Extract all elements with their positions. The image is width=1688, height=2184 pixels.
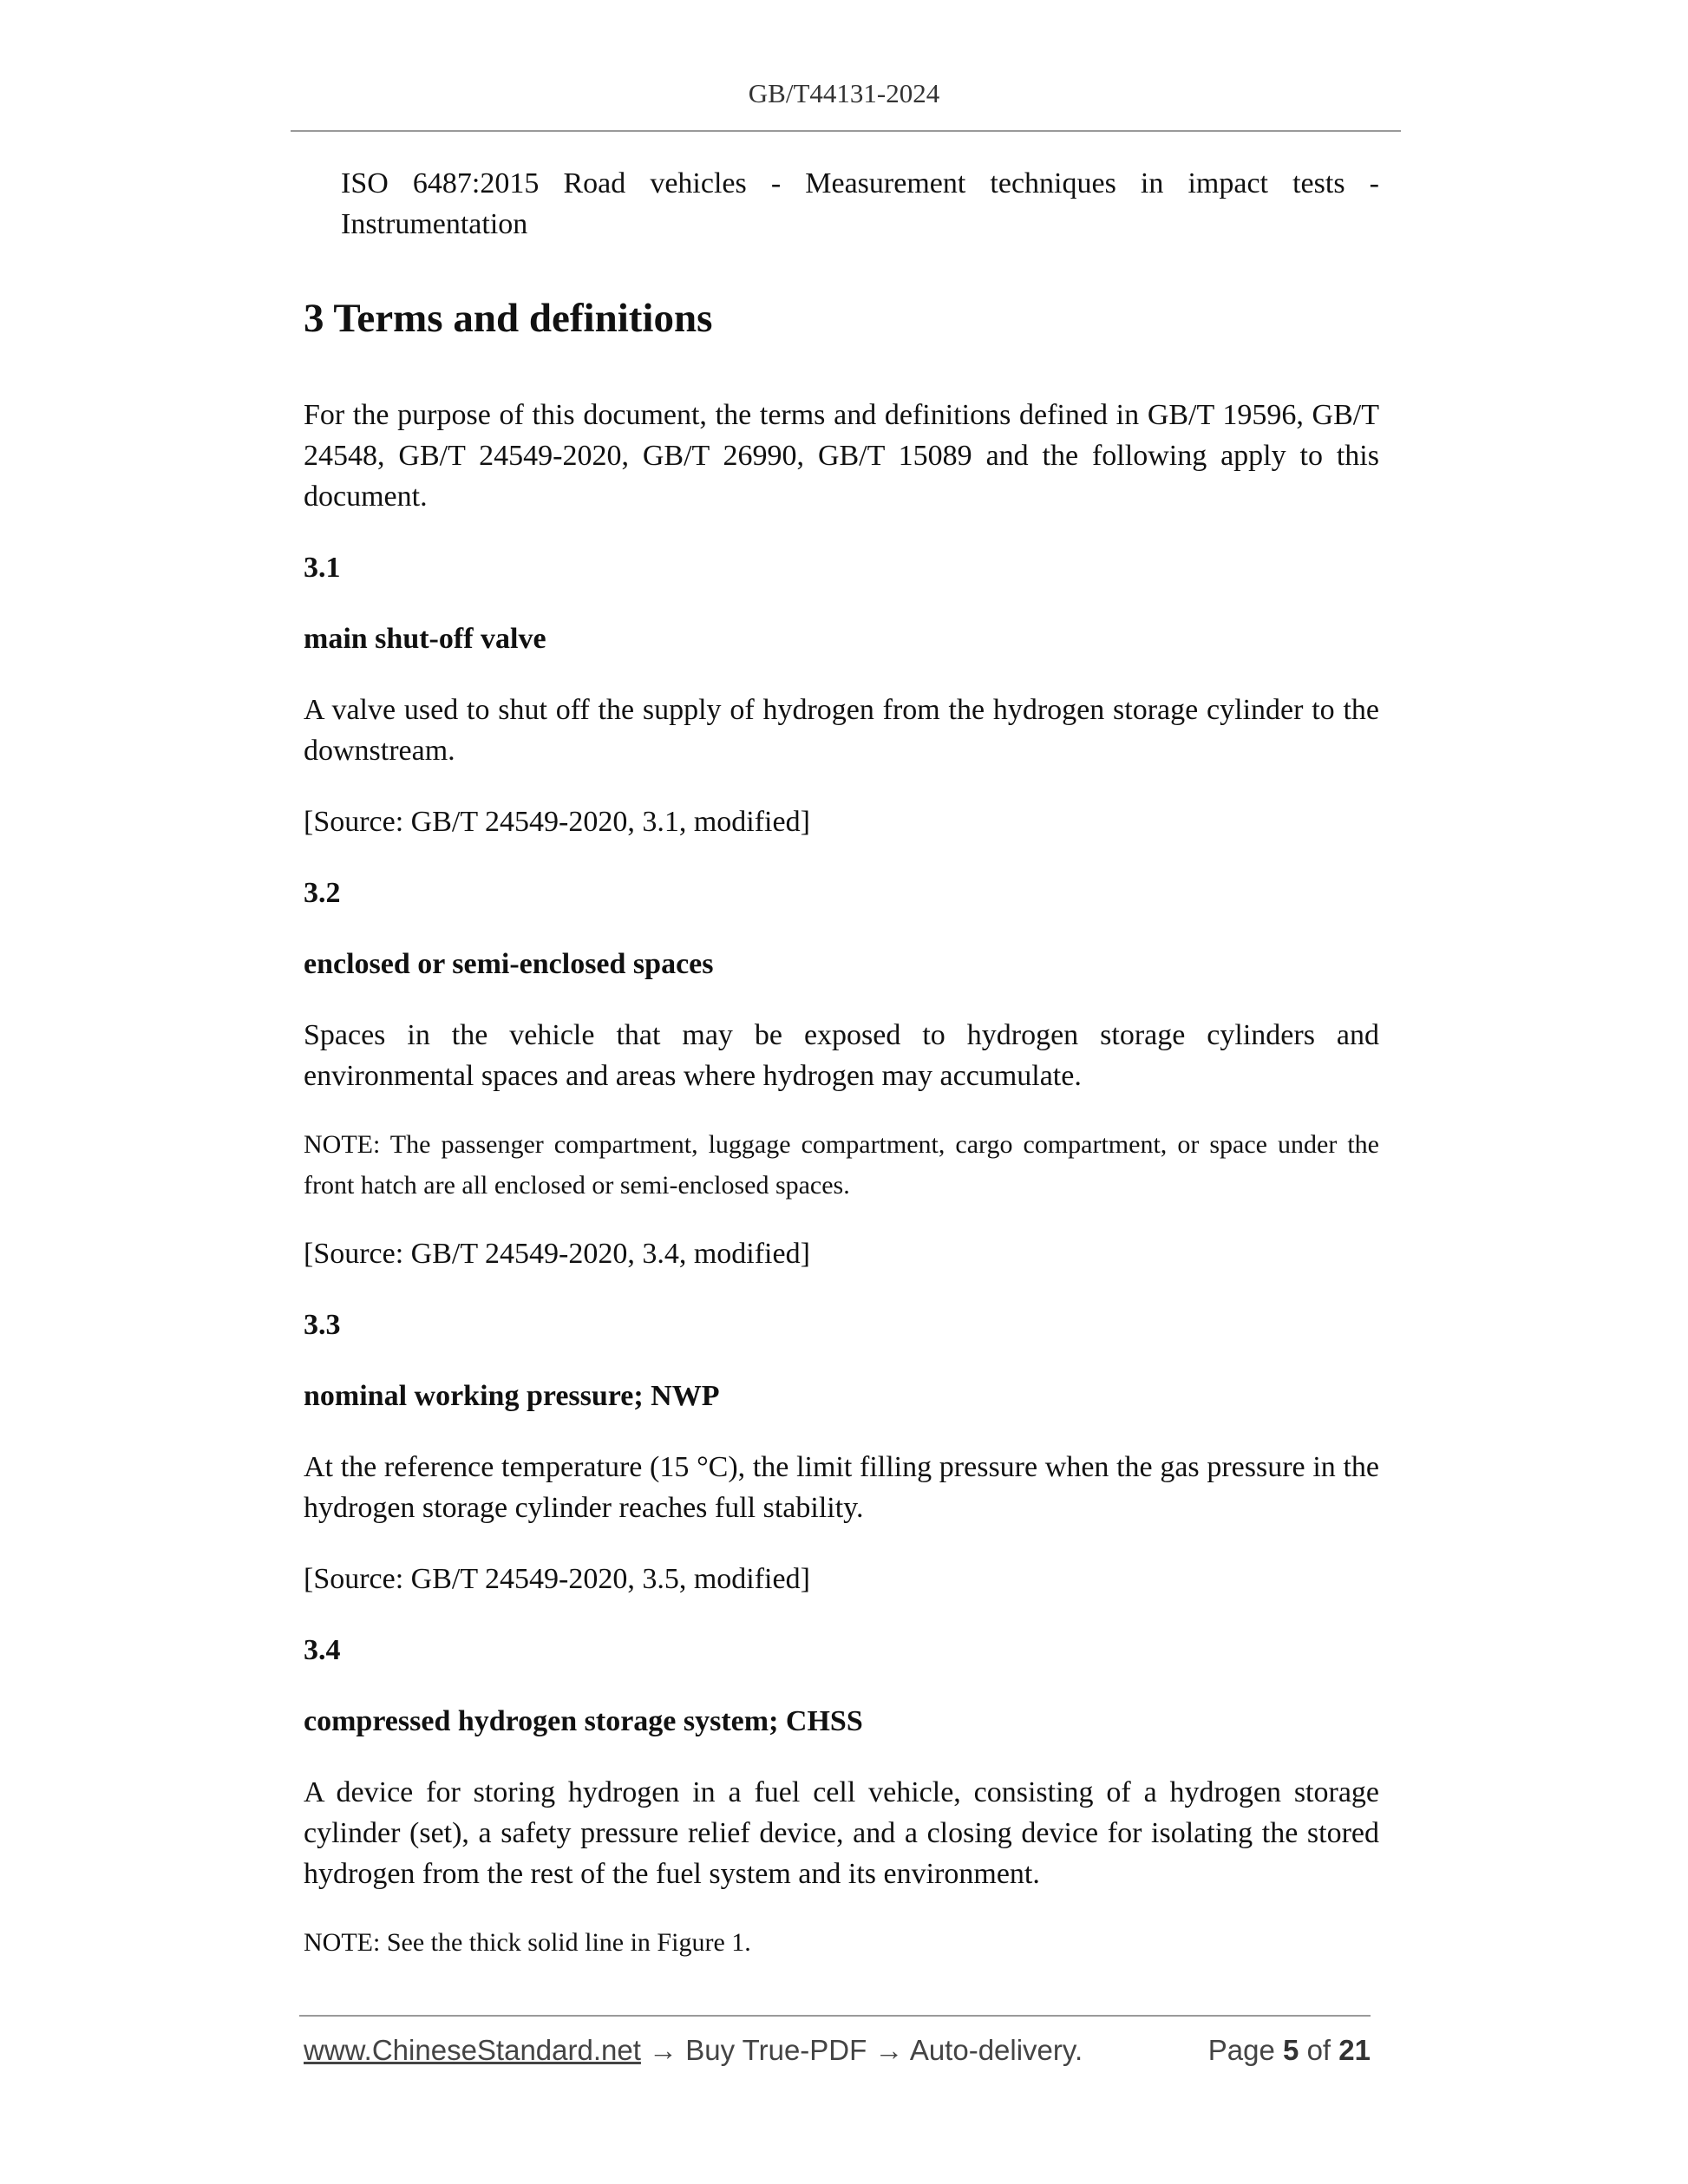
header-divider	[291, 130, 1401, 132]
website-link[interactable]: www.ChineseStandard.net	[304, 2034, 641, 2066]
term-number: 3.4	[304, 1634, 341, 1666]
term-number: 3.3	[304, 1309, 341, 1341]
normative-reference: ISO 6487:2015 Road vehicles - Measurement techniques in impact tests - Instrumentation	[341, 167, 1379, 240]
footer-divider	[299, 2015, 1371, 2017]
footer-promo	[304, 2034, 1083, 2067]
section-intro: For the purpose of this document, the terms and definitions defined in GB/T 19596, GB/T 24548, GB/T 24549-2020, GB/T 26990, GB/T 15089 and the following apply to this document.	[304, 399, 1379, 513]
term-name: nominal working pressure; NWP	[304, 1380, 720, 1412]
term-number: 3.1	[304, 552, 341, 584]
term-name: enclosed or semi-enclosed spaces	[304, 948, 714, 980]
running-header: GB/T44131-2024	[748, 78, 940, 108]
term-definition: A valve used to shut off the supply of hydrogen from the hydrogen storage cylinder to the downstream.	[304, 694, 1379, 767]
term-number: 3.2	[304, 877, 341, 909]
term-source: [Source: GB/T 24549-2020, 3.1, modified]	[304, 806, 810, 838]
footer-promo-text: → Buy True-PDF → Auto-delivery.	[649, 2034, 1083, 2066]
term-source: [Source: GB/T 24549-2020, 3.4, modified]	[304, 1238, 810, 1270]
term-name: main shut-off valve	[304, 623, 546, 655]
section-heading: 3 Terms and definitions	[304, 296, 713, 341]
page-content	[304, 163, 1379, 1991]
term-note: NOTE: See the thick solid line in Figure 1.	[304, 1928, 751, 1957]
page-current: 5	[1283, 2034, 1299, 2066]
term-note: NOTE: The passenger compartment, luggage compartment, cargo compartment, or space under the front hatch are all enclosed or semi-enclosed spaces.	[304, 1130, 1379, 1200]
term-definition: A device for storing hydrogen in a fuel cell vehicle, consisting of a hydrogen storage cylinder (set), a safety pressure relief device, and a closing device for isolating the stored hydrogen from the rest of the fuel system and its environment.	[304, 1776, 1379, 1890]
page-total: 21	[1338, 2034, 1371, 2066]
term-definition: At the reference temperature (15 °C), the limit filling pressure when the gas pressure in the hydrogen storage cylinder reaches full stability.	[304, 1451, 1379, 1524]
term-name: compressed hydrogen storage system; CHSS	[304, 1705, 863, 1737]
page-indicator	[1208, 2034, 1371, 2067]
page-label: Page	[1207, 2034, 1275, 2066]
term-definition: Spaces in the vehicle that may be exposed to hydrogen storage cylinders and environmental spaces and areas where hydrogen may accumulate.	[304, 1019, 1379, 1092]
page-of-label: of	[1306, 2034, 1331, 2066]
term-source: [Source: GB/T 24549-2020, 3.5, modified]	[304, 1563, 810, 1595]
